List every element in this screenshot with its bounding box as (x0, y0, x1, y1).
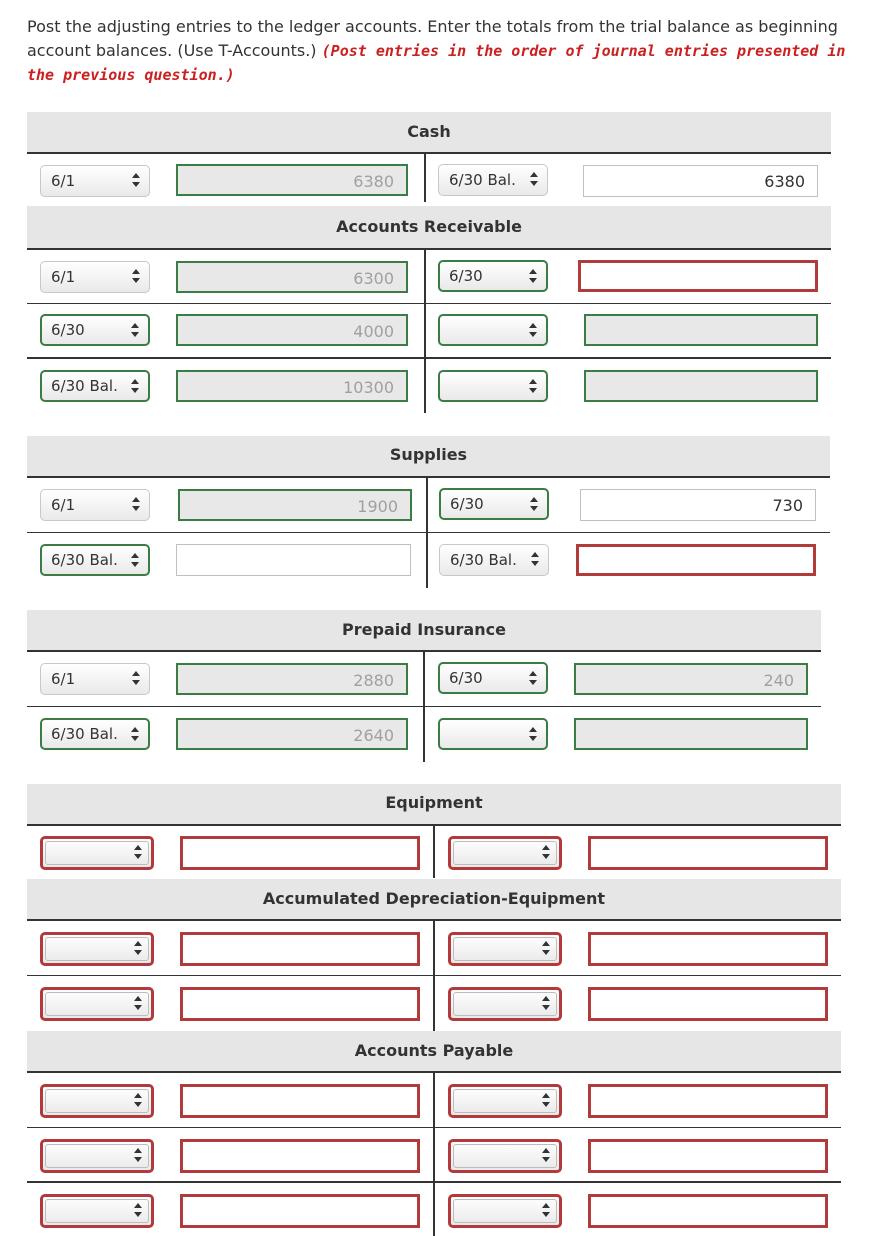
input-value: 2640 (353, 726, 394, 745)
up-down-arrows-icon (131, 669, 141, 689)
equipment-header (27, 784, 841, 826)
ap-credit-amount-input-3[interactable] (588, 1194, 828, 1228)
supplies-t-divider (426, 478, 428, 588)
selected-value: 6/30 (450, 495, 484, 513)
input-value: 730 (772, 496, 803, 515)
cash-title: Cash (407, 122, 451, 141)
cash-debit-amount-input[interactable] (176, 164, 408, 196)
cash-credit-amount-input[interactable] (583, 165, 818, 197)
input-value: 6380 (764, 172, 805, 191)
up-down-arrows-icon (133, 1146, 143, 1166)
prepaid-insurance-header (27, 610, 821, 652)
selected-value: 6/30 (449, 669, 483, 687)
ar-debit-date-select-1[interactable] (40, 261, 150, 293)
accum-dep-debit-amount-input-2[interactable] (180, 987, 420, 1021)
accum-dep-debit-date-select-2[interactable] (40, 987, 154, 1021)
supplies-debit-amount-input-1[interactable] (178, 489, 412, 521)
selected-value: 6/30 Bal. (51, 377, 118, 395)
up-down-arrows-icon (133, 939, 143, 959)
ap-debit-amount-input-1[interactable] (180, 1084, 420, 1118)
selected-value: 6/1 (51, 496, 76, 514)
input-value: 240 (763, 671, 794, 690)
equipment-debit-date-select[interactable] (40, 836, 154, 870)
input-value: 6300 (353, 269, 394, 288)
ar-t-divider (424, 250, 426, 413)
ap-debit-amount-input-2[interactable] (180, 1139, 420, 1173)
up-down-arrows-icon (130, 377, 140, 397)
prepaid-debit-amount-input-2[interactable] (176, 718, 408, 750)
prepaid-insurance-t-divider (423, 652, 425, 762)
accounts-payable-t-divider (433, 1073, 435, 1236)
ar-debit-amount-input-1[interactable] (176, 261, 408, 293)
ap-credit-date-select-3[interactable] (448, 1194, 562, 1228)
input-value: 1900 (357, 497, 398, 516)
up-down-arrows-icon (541, 1201, 551, 1221)
accum-dep-title: Accumulated Depreciation-Equipment (262, 889, 606, 908)
up-down-arrows-icon (130, 725, 140, 745)
ar-debit-amount-input-2[interactable] (176, 314, 408, 346)
accounts-payable-row-separator-2 (27, 1181, 841, 1183)
ar-credit-date-select-2[interactable] (438, 314, 548, 346)
accounts-payable-title: Accounts Payable (354, 1041, 514, 1060)
instructions-text: Post the adjusting entries to the ledger accounts. Enter the totals from the trial balance as beginning account balances. (Use T-Accounts.) (27, 17, 838, 60)
prepaid-credit-amount-input-1[interactable] (574, 663, 808, 695)
selected-value: 6/1 (51, 172, 76, 190)
supplies-debit-amount-input-2[interactable] (176, 544, 411, 576)
prepaid-credit-amount-input-2[interactable] (574, 718, 808, 750)
input-value: 6380 (353, 172, 394, 191)
up-down-arrows-icon (131, 171, 141, 191)
up-down-arrows-icon (528, 725, 538, 745)
prepaid-debit-amount-input-1[interactable] (176, 663, 408, 695)
supplies-credit-date-select-2[interactable] (439, 544, 549, 576)
up-down-arrows-icon (528, 267, 538, 287)
selected-value: 6/30 Bal. (51, 725, 118, 743)
ar-credit-amount-input-2[interactable] (584, 314, 818, 346)
ar-debit-amount-input-3[interactable] (176, 370, 408, 402)
selected-value: 6/30 (51, 321, 85, 339)
prepaid-debit-date-select-2[interactable] (40, 718, 150, 750)
up-down-arrows-icon (541, 994, 551, 1014)
ar-row-separator-1 (27, 303, 831, 304)
ar-credit-date-select-1[interactable] (438, 260, 548, 292)
cash-debit-date-select[interactable] (40, 165, 150, 197)
prepaid-credit-date-select-1[interactable] (438, 662, 548, 694)
up-down-arrows-icon (541, 1091, 551, 1111)
up-down-arrows-icon (528, 321, 538, 341)
supplies-credit-amount-input-2[interactable] (576, 544, 816, 576)
prepaid-debit-date-select-1[interactable] (40, 663, 150, 695)
up-down-arrows-icon (131, 267, 141, 287)
selected-value: 6/1 (51, 670, 76, 688)
equipment-title: Equipment (385, 793, 483, 812)
selected-value: 6/30 Bal. (450, 551, 517, 569)
supplies-row-separator (27, 532, 830, 533)
up-down-arrows-icon (133, 1201, 143, 1221)
selected-value: 6/30 (449, 267, 483, 285)
up-down-arrows-icon (133, 843, 143, 863)
equipment-credit-amount-input[interactable] (588, 836, 828, 870)
instructions-note: (Post entries in the order of journal entries presented in the previous question.) (27, 42, 846, 84)
up-down-arrows-icon (133, 994, 143, 1014)
accounts-payable-row-separator-1 (27, 1127, 841, 1128)
up-down-arrows-icon (541, 843, 551, 863)
ar-debit-date-select-2[interactable] (40, 314, 150, 346)
input-value: 4000 (353, 322, 394, 341)
ap-credit-date-select-1[interactable] (448, 1084, 562, 1118)
accounts-payable-header (27, 1031, 841, 1073)
input-value: 10300 (343, 378, 394, 397)
accum-dep-debit-date-select-1[interactable] (40, 932, 154, 966)
cash-header (27, 112, 831, 154)
up-down-arrows-icon (529, 170, 539, 190)
up-down-arrows-icon (529, 495, 539, 515)
accum-dep-debit-amount-input-1[interactable] (180, 932, 420, 966)
ap-credit-amount-input-1[interactable] (588, 1084, 828, 1118)
supplies-header (27, 436, 830, 478)
ap-debit-date-select-1[interactable] (40, 1084, 154, 1118)
ap-debit-date-select-3[interactable] (40, 1194, 154, 1228)
up-down-arrows-icon (528, 377, 538, 397)
selected-value: 6/1 (51, 268, 76, 286)
instructions (27, 15, 877, 87)
up-down-arrows-icon (530, 550, 540, 570)
cash-t-divider (424, 154, 426, 202)
accum-dep-t-divider (433, 921, 435, 1031)
ap-credit-amount-input-2[interactable] (588, 1139, 828, 1173)
accum-dep-credit-amount-input-1[interactable] (588, 932, 828, 966)
up-down-arrows-icon (133, 1091, 143, 1111)
supplies-credit-date-select-1[interactable] (439, 488, 549, 520)
up-down-arrows-icon (541, 939, 551, 959)
accum-dep-credit-date-select-1[interactable] (448, 932, 562, 966)
ap-debit-amount-input-3[interactable] (180, 1194, 420, 1228)
prepaid-insurance-title: Prepaid Insurance (342, 620, 506, 639)
equipment-debit-amount-input[interactable] (180, 836, 420, 870)
accum-dep-row-separator (27, 975, 841, 976)
ar-credit-date-select-3[interactable] (438, 370, 548, 402)
accum-dep-header (27, 879, 841, 921)
ar-row-separator-2 (27, 357, 831, 359)
cash-credit-date-select[interactable] (438, 164, 548, 196)
supplies-debit-date-select-2[interactable] (40, 544, 150, 576)
ar-credit-amount-input-3[interactable] (584, 370, 818, 402)
ar-debit-date-select-3[interactable] (40, 370, 150, 402)
supplies-title: Supplies (389, 445, 468, 464)
up-down-arrows-icon (130, 551, 140, 571)
up-down-arrows-icon (131, 495, 141, 515)
equipment-t-divider (433, 826, 435, 878)
supplies-credit-amount-input-1[interactable] (580, 489, 816, 521)
prepaid-insurance-row-separator (27, 706, 821, 707)
prepaid-credit-date-select-2[interactable] (438, 718, 548, 750)
accum-dep-credit-amount-input-2[interactable] (588, 987, 828, 1021)
selected-value: 6/30 Bal. (449, 171, 516, 189)
ar-credit-amount-input-1[interactable] (578, 260, 818, 292)
up-down-arrows-icon (528, 669, 538, 689)
up-down-arrows-icon (541, 1146, 551, 1166)
ap-credit-date-select-2[interactable] (448, 1139, 562, 1173)
supplies-debit-date-select-1[interactable] (40, 489, 150, 521)
ar-title: Accounts Receivable (336, 217, 522, 236)
equipment-credit-date-select[interactable] (448, 836, 562, 870)
ar-header (27, 206, 831, 250)
selected-value: 6/30 Bal. (51, 551, 118, 569)
input-value: 2880 (353, 671, 394, 690)
up-down-arrows-icon (130, 321, 140, 341)
accum-dep-credit-date-select-2[interactable] (448, 987, 562, 1021)
ap-debit-date-select-2[interactable] (40, 1139, 154, 1173)
